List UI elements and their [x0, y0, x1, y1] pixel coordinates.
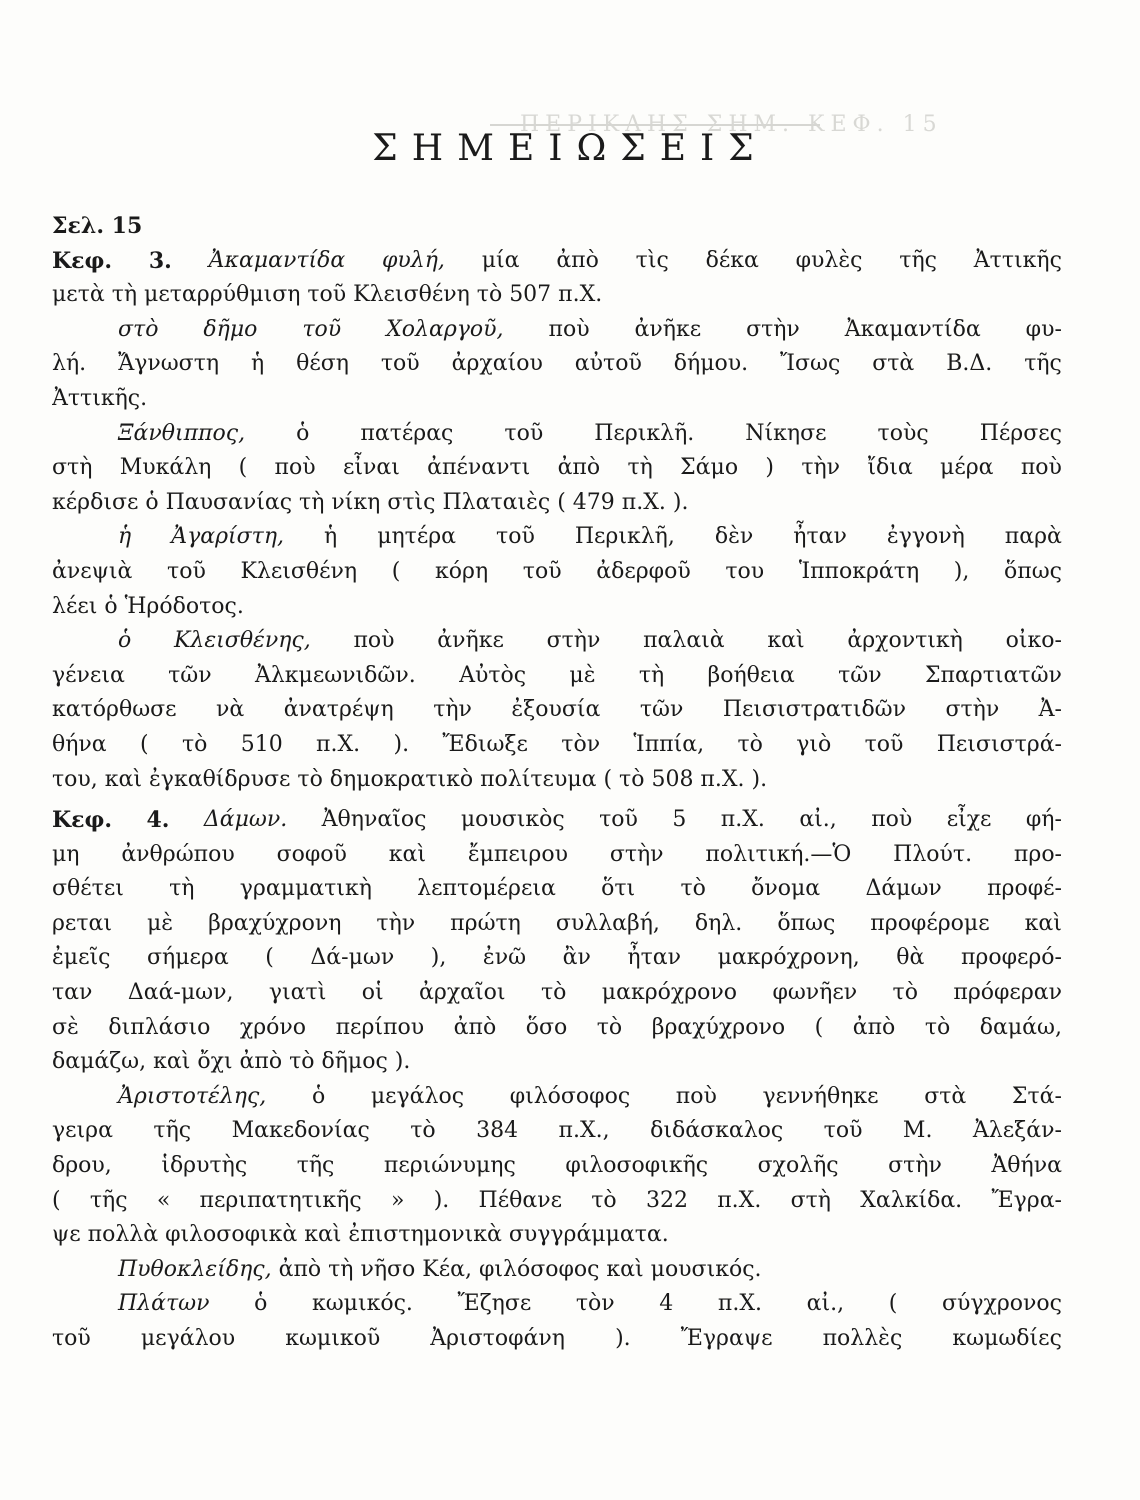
- page-reference-label: Σελ. 15: [52, 213, 143, 239]
- word: π.Χ.,: [558, 1118, 610, 1144]
- word: τὴν: [801, 455, 841, 481]
- line-text: ἀπὸ τὴ νῆσο Κέα, φιλόσοφος καὶ μουσικός.: [271, 1256, 762, 1282]
- word: ἀρχαῖοι: [419, 980, 506, 1006]
- text-line: [52, 838, 1062, 873]
- text-line: [52, 1184, 1062, 1219]
- word: Πλάτων: [118, 1291, 210, 1317]
- word: Νίκησε: [745, 420, 827, 446]
- word: στὴν: [888, 1153, 942, 1179]
- word: 384: [476, 1118, 519, 1144]
- word: βοήθεια: [707, 662, 795, 688]
- word: πρώτη: [450, 910, 521, 936]
- word: τῆς: [153, 1118, 192, 1144]
- word: 4.: [146, 807, 170, 834]
- word: θέση: [296, 351, 349, 377]
- word: Ἀριστοφάνη: [430, 1326, 565, 1351]
- word: τὸ: [924, 1014, 951, 1040]
- word: τῆς: [1024, 351, 1062, 377]
- word: τοῦ: [302, 316, 342, 342]
- word: Ἀλκμεωνιδῶν.: [254, 662, 416, 688]
- word: τὴ: [169, 876, 195, 902]
- word: στὰ: [924, 1083, 967, 1109]
- word: ἀνεψιὰ: [52, 558, 133, 584]
- word: Ἀ-: [1038, 697, 1062, 723]
- word: τῶν: [168, 662, 212, 688]
- line-text: λέει ὁ Ἡρόδοτος.: [52, 593, 244, 619]
- word: τὸν: [575, 1291, 615, 1317]
- word: καὶ: [388, 841, 426, 867]
- text-line: [52, 728, 1062, 763]
- word: ἡ: [324, 524, 338, 550]
- text-line: [52, 1287, 1062, 1322]
- line-text: δαμάζω, καὶ ὄχι ἀπὸ τὸ δῆμος ).: [52, 1049, 411, 1075]
- word: Δά-μων: [310, 945, 395, 971]
- word: π.Χ.: [717, 1291, 763, 1317]
- word: Μυκάλη: [119, 455, 212, 481]
- word: ): [765, 455, 774, 481]
- word: στὴν: [609, 841, 664, 867]
- text-line: [52, 417, 1062, 452]
- word: μητέρα: [377, 524, 457, 550]
- line-text: ψε πολλὰ φιλοσοφικὰ καὶ ἐπιστημονικὰ συγγράμματα.: [52, 1222, 669, 1248]
- word: Δάμων.: [203, 807, 288, 833]
- word: τοῦ: [504, 420, 544, 446]
- bleed-through-header: ΠΕΡΙΚΛΗΣ ΣΗΜ. ΚΕΦ. 15: [520, 112, 943, 137]
- word: ).: [615, 1326, 631, 1351]
- word: Αὐτὸς: [459, 662, 527, 688]
- word: περιώνυμης: [383, 1153, 516, 1179]
- word: Ἀθήνα: [991, 1153, 1062, 1179]
- word: παλαιὰ: [643, 628, 725, 654]
- word: δαμάω,: [979, 1014, 1062, 1040]
- word: Β.Δ.: [946, 351, 993, 377]
- word: βραχύχρονη: [208, 910, 342, 936]
- word: ποὺ: [548, 316, 590, 342]
- word: Κεφ.: [52, 807, 113, 834]
- word: φή-: [1025, 807, 1062, 833]
- text-line: [52, 278, 1062, 313]
- word: τῆς: [296, 1153, 335, 1179]
- word: ὁ: [311, 1083, 326, 1109]
- word: στὰ: [872, 351, 915, 377]
- text-line: [52, 941, 1062, 976]
- word: ἀπέναντι: [427, 455, 531, 481]
- word: φιλόσοφος: [509, 1083, 631, 1109]
- notes-body: [52, 209, 1062, 1357]
- word: ἴδια: [867, 455, 913, 481]
- word: μὲ: [569, 662, 596, 688]
- text-line: [52, 244, 1062, 279]
- word: Περικλῆ.: [594, 420, 695, 446]
- word: καὶ: [1024, 910, 1062, 936]
- word: πολιτική.—Ὁ: [705, 841, 852, 867]
- word: χρόνο: [239, 1014, 307, 1040]
- word: δρου,: [52, 1153, 112, 1179]
- text-line: [52, 520, 1062, 555]
- word: στὴ: [52, 455, 93, 481]
- word: ὅσο: [525, 1014, 568, 1040]
- word: σχολῆς: [757, 1153, 839, 1179]
- word: ἀπὸ: [556, 247, 599, 273]
- word: Ἄγνωστη: [118, 351, 220, 377]
- word: ἱδρυτὴς: [161, 1153, 248, 1179]
- word: ἂν: [562, 945, 591, 971]
- word: Ἔγρα-: [991, 1187, 1062, 1213]
- word: στὸ: [118, 316, 159, 342]
- word: (: [140, 731, 149, 757]
- word: Ἱπποκράτη: [798, 558, 920, 584]
- word: τὴ: [638, 662, 665, 688]
- word: εἶχε: [946, 807, 992, 833]
- word: σύγχρονος: [941, 1291, 1062, 1317]
- text-line: [52, 382, 1062, 417]
- word: Ἴσως: [780, 351, 841, 377]
- text-line: [52, 347, 1062, 382]
- word: τοῦ: [522, 558, 562, 584]
- word: στὴ: [790, 1187, 831, 1213]
- text-line: [52, 1045, 1062, 1080]
- word: Ἀριστοτέλης,: [118, 1083, 267, 1109]
- word: τὸ: [540, 980, 567, 1006]
- word: Ἔζησε: [457, 1291, 532, 1317]
- word: ὁ: [118, 628, 132, 654]
- word: γειρα: [52, 1118, 113, 1144]
- word: στὴν: [746, 316, 800, 342]
- word: τὸ: [596, 1014, 623, 1040]
- word: Δαά-μων,: [127, 980, 234, 1006]
- word: τοῦ: [52, 1326, 91, 1351]
- word: τὶς: [635, 247, 669, 273]
- word: Ἀλεξάν-: [972, 1118, 1062, 1144]
- word: αἰ.,: [799, 807, 837, 833]
- word: γεννήθηκε: [762, 1083, 879, 1109]
- word: τὸ: [737, 731, 763, 757]
- word: γιατὶ: [268, 980, 327, 1006]
- word: ὅπως: [777, 910, 836, 936]
- word: μία: [481, 247, 520, 273]
- word: γένεια: [52, 662, 125, 688]
- word: (: [265, 945, 274, 971]
- word: γραμματικὴ: [239, 876, 372, 902]
- word: ἐξουσία: [511, 697, 601, 723]
- word: 3.: [148, 247, 172, 274]
- word: »: [390, 1187, 405, 1213]
- word: πολλὲς: [822, 1326, 903, 1351]
- word: μεγάλος: [370, 1083, 465, 1109]
- word: διπλάσιο: [108, 1014, 211, 1040]
- text-line: [52, 590, 1062, 625]
- word: πατέρας: [360, 420, 454, 446]
- word: οἱ: [361, 980, 384, 1006]
- line-text: Ἀττικῆς.: [52, 385, 148, 411]
- text-line: [52, 451, 1062, 486]
- text-line: [52, 1114, 1062, 1149]
- word: Περικλῆ,: [574, 524, 675, 550]
- text-line: [52, 693, 1062, 728]
- word: κατόρθωσε: [52, 697, 177, 723]
- word: δῆμο: [203, 316, 258, 342]
- word: οἰκο-: [1005, 628, 1062, 654]
- word: ποὺ: [353, 628, 395, 654]
- text-line: [52, 1218, 1062, 1253]
- word: περιπατητικῆς: [199, 1187, 362, 1213]
- word: προφερό-: [960, 945, 1062, 971]
- word: ἐνῶ: [482, 945, 527, 971]
- word: φυ-: [1025, 316, 1062, 342]
- text-line: [52, 313, 1062, 348]
- word: σοφοῦ: [276, 841, 347, 867]
- line-text: μετὰ τὴ μεταρρύθμιση τοῦ Κλεισθένη τὸ 507 π.Χ.: [52, 282, 603, 308]
- word: 4: [659, 1291, 674, 1317]
- word: (: [391, 558, 401, 584]
- word: Ἱππία,: [633, 731, 705, 757]
- word: εἶναι: [342, 455, 400, 481]
- word: π.Χ.: [720, 807, 765, 833]
- word: τῶν: [838, 662, 882, 688]
- word: τοῦ: [167, 558, 206, 584]
- word: ),: [430, 945, 447, 971]
- word: ἦταν: [627, 945, 681, 971]
- word: ἐγγονὴ: [886, 524, 965, 550]
- word: Πλούτ.: [893, 841, 973, 867]
- word: τὴν: [376, 910, 416, 936]
- word: δὲν: [714, 524, 754, 550]
- word: ὁ: [254, 1291, 268, 1317]
- word: Ἀθηναῖος: [321, 807, 427, 833]
- word: μέρα: [940, 455, 994, 481]
- word: (: [238, 455, 248, 481]
- word: ἀνθρώπου: [121, 841, 235, 867]
- word: μουσικὸς: [460, 807, 565, 833]
- word: δηλ.: [694, 910, 743, 936]
- word: μακρόχρονη,: [717, 945, 860, 971]
- page-title: ΣΗΜΕΙΩΣΕΙΣ: [372, 128, 768, 169]
- text-line: [52, 1080, 1062, 1115]
- word: προφέρομε: [870, 910, 990, 936]
- word: ἀπὸ: [852, 1014, 896, 1040]
- word: ποὺ: [675, 1083, 717, 1109]
- word: προ-: [1013, 841, 1062, 867]
- word: ποὺ: [274, 455, 316, 481]
- text-line: [52, 486, 1062, 521]
- word: φωνῆεν: [772, 980, 858, 1006]
- line-text: του, καὶ ἐγκαθίδρυσε τὸ δημοκρατικὸ πολίτευμα ( τὸ 508 π.Χ. ).: [52, 766, 768, 792]
- word: ),: [953, 558, 970, 584]
- word: ἡ: [118, 524, 132, 550]
- word: «: [156, 1187, 171, 1213]
- term: Πυθοκλείδης,: [118, 1256, 272, 1282]
- word: ἐμεῖς: [52, 945, 111, 971]
- word: σήμερα: [147, 945, 229, 971]
- word: ἔμπειρου: [467, 841, 568, 867]
- word: βραχύχρονο: [651, 1014, 786, 1040]
- page-reference: [52, 209, 1062, 244]
- word: παρὰ: [1004, 524, 1062, 550]
- word: τὸ: [410, 1118, 436, 1144]
- word: λή.: [52, 351, 87, 377]
- word: τοῦ: [380, 351, 420, 377]
- word: μη: [52, 841, 80, 867]
- word: τὴ: [627, 455, 653, 481]
- line-text: κέρδισε ὁ Παυσανίας τὴ νίκη στὶς Πλαταιὲς ( 479 π.Χ. ).: [52, 489, 689, 515]
- word: ἀδερφοῦ: [596, 558, 691, 584]
- word: τὸ: [591, 1187, 617, 1213]
- text-line: [52, 976, 1062, 1011]
- word: νὰ: [216, 697, 245, 723]
- word: ἦταν: [793, 524, 847, 550]
- word: τοῦ: [823, 1118, 863, 1144]
- text-line: [52, 872, 1062, 907]
- word: Μ.: [902, 1118, 933, 1144]
- word: (: [888, 1291, 898, 1317]
- text-line: [52, 907, 1062, 942]
- word: ).: [433, 1187, 450, 1213]
- word: Μακεδονίας: [231, 1118, 370, 1144]
- word: συλλαβή,: [555, 910, 660, 936]
- word: στὴν: [945, 697, 1000, 723]
- word: αἰ.,: [806, 1291, 845, 1317]
- word: Σπαρτιατῶν: [924, 662, 1062, 688]
- word: Πέρσες: [979, 420, 1062, 446]
- word: τῆς: [89, 1187, 128, 1213]
- word: στὴν: [546, 628, 601, 654]
- word: σθέτει: [52, 876, 124, 902]
- word: ἀρχαίου: [451, 351, 543, 377]
- word: περίπου: [335, 1014, 425, 1040]
- word: ὁ: [296, 420, 310, 446]
- word: θήνα: [52, 731, 107, 757]
- word: ).: [393, 731, 410, 757]
- word: τῆς: [899, 247, 937, 273]
- word: Δάμων: [865, 876, 942, 902]
- word: (: [814, 1014, 824, 1040]
- word: 322: [645, 1187, 688, 1213]
- word: Ἀττικῆς: [973, 247, 1062, 273]
- word: δήμου.: [673, 351, 749, 377]
- word: κωμωδίες: [952, 1326, 1062, 1351]
- word: θὰ: [896, 945, 925, 971]
- word: καὶ: [767, 628, 805, 654]
- word: αὐτοῦ: [574, 351, 642, 377]
- word: φιλοσοφικῆς: [565, 1153, 709, 1179]
- word: ρεται: [52, 910, 112, 936]
- word: Χολαργοῦ,: [386, 316, 504, 342]
- word: σὲ: [52, 1014, 79, 1040]
- word: Ἀκαμαντίδα: [208, 247, 346, 273]
- word: δέκα: [705, 247, 759, 273]
- word: τοῦ: [599, 807, 638, 833]
- word: Ἀγαρίστη,: [171, 524, 285, 550]
- word: ἀρχοντικὴ: [847, 628, 963, 654]
- word: λεπτομέρεια: [417, 876, 556, 902]
- word: τῶν: [639, 697, 684, 723]
- word: Ἀκαμαντίδα: [844, 316, 981, 342]
- text-line: [52, 555, 1062, 590]
- word: τὸ: [892, 980, 918, 1006]
- word: π.Χ.: [717, 1187, 762, 1213]
- word: προφέ-: [987, 876, 1062, 902]
- word: τὸ: [680, 876, 706, 902]
- word: φυλὲς: [795, 247, 863, 273]
- word: ἡ: [250, 351, 265, 377]
- text-line: [52, 624, 1062, 659]
- word: ὄνομα: [751, 876, 821, 902]
- text-line: [52, 659, 1062, 694]
- word: ποὺ: [1020, 455, 1062, 481]
- word: τοῦ: [496, 524, 535, 550]
- word: ἀπὸ: [557, 455, 601, 481]
- word: ἀνῆκε: [634, 316, 702, 342]
- word: μακρόχρονο: [601, 980, 738, 1006]
- text-line: [52, 1011, 1062, 1046]
- word: Κλεισθένης,: [173, 628, 311, 654]
- word: Ἔγραψε: [680, 1326, 773, 1351]
- word: Πέθανε: [478, 1187, 562, 1213]
- word: ταν: [52, 980, 93, 1006]
- word: (: [52, 1187, 61, 1213]
- word: κωμικός.: [311, 1291, 413, 1317]
- word: του: [725, 558, 765, 584]
- word: τὸ: [181, 731, 208, 757]
- word: μεγάλου: [140, 1326, 236, 1351]
- word: ποὺ: [871, 807, 913, 833]
- word: Πεισιστρατιδῶν: [722, 697, 906, 723]
- text-line: [52, 763, 1062, 798]
- word: κόρη: [435, 558, 489, 584]
- text-line: [52, 1322, 1062, 1357]
- word: φυλή,: [382, 247, 445, 273]
- text-line: [52, 1149, 1062, 1184]
- word: Χαλκίδα.: [860, 1187, 963, 1213]
- word: 510: [240, 731, 283, 757]
- word: Σάμο: [680, 455, 739, 481]
- word: Ξάνθιππος,: [118, 420, 246, 446]
- word: διδάσκαλος: [650, 1118, 784, 1144]
- word: ὅπως: [1004, 558, 1062, 584]
- word: τοὺς: [877, 420, 929, 446]
- word: 5: [672, 807, 687, 833]
- word: Κεφ.: [52, 247, 113, 274]
- word: τὸν: [561, 731, 601, 757]
- word: ἀπὸ: [453, 1014, 497, 1040]
- word: Στά-: [1011, 1083, 1062, 1109]
- word: τοῦ: [864, 731, 904, 757]
- word: Πεισιστρά-: [936, 731, 1062, 757]
- word: γιὸ: [796, 731, 832, 757]
- word: ὅτι: [601, 876, 636, 902]
- text-line: [52, 1253, 1062, 1288]
- word: π.Χ.: [316, 731, 361, 757]
- word: μὲ: [147, 910, 174, 936]
- word: πρόφεραν: [953, 980, 1062, 1006]
- word: ἀνῆκε: [437, 628, 504, 654]
- word: ἀνατρέψη: [283, 697, 394, 723]
- word: κωμικοῦ: [285, 1326, 381, 1351]
- text-line: [52, 803, 1062, 838]
- bleed-through-rule: [490, 124, 820, 126]
- word: Κλεισθένη: [240, 558, 358, 584]
- word: Ἔδιωξε: [442, 731, 528, 757]
- word: τὴν: [433, 697, 472, 723]
